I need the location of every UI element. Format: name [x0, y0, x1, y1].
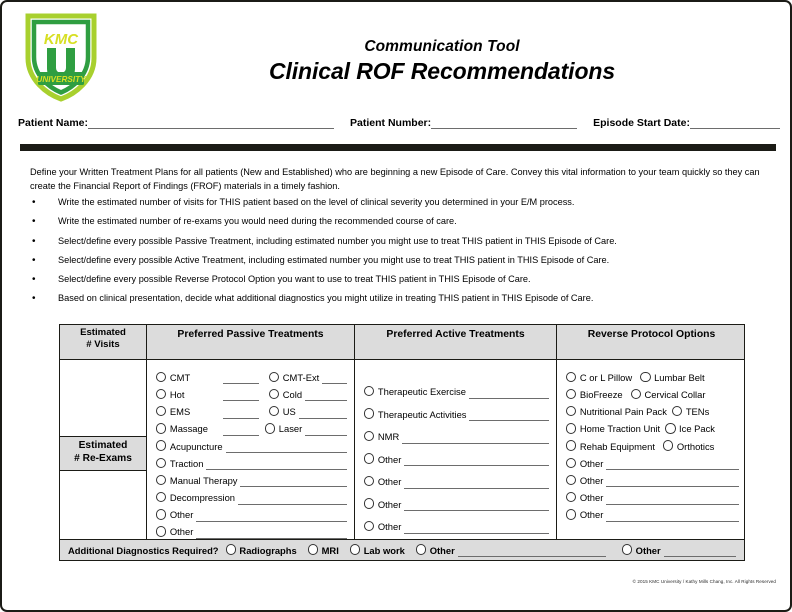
patient-name-input[interactable]	[88, 115, 334, 129]
option-row	[364, 511, 549, 534]
option-row	[156, 487, 347, 504]
option-label: Other	[635, 544, 661, 556]
option-input[interactable]	[606, 493, 739, 505]
option-row	[156, 453, 347, 470]
option-row	[566, 436, 739, 453]
list-item	[32, 236, 772, 249]
estimated-visits-line2: # Visits	[86, 338, 120, 350]
option-label: Other	[377, 476, 402, 488]
option-input[interactable]	[404, 522, 549, 534]
estimated-counts-cell[interactable]	[60, 360, 146, 540]
option-label: Nutritional Pain Pack	[579, 406, 667, 418]
instruction-bullet-list	[32, 197, 772, 313]
diagnostics-other-input-2[interactable]	[664, 545, 736, 557]
option-label: Other	[377, 498, 402, 510]
option-label: Therapeutic Exercise	[377, 386, 466, 398]
option-input[interactable]	[196, 527, 347, 539]
option-row	[566, 505, 739, 522]
radio-icon[interactable]	[663, 440, 673, 450]
radio-icon[interactable]	[156, 372, 166, 382]
radio-icon[interactable]	[364, 408, 374, 418]
list-item	[32, 197, 772, 210]
bullet-icon: •	[32, 216, 36, 228]
radio-icon[interactable]	[364, 453, 374, 463]
list-item-text: Select/define every possible Reverse Protocol Option you want to use to treat THIS patient in THIS Episode of Care.	[58, 274, 531, 285]
option-input[interactable]	[469, 387, 549, 399]
list-item-text: Write the estimated number of re-exams you would need during the recommended course of care.	[58, 216, 457, 227]
list-item-text: Write the estimated number of visits for THIS patient based on the level of clinical severity you determined in your E/M process.	[58, 197, 575, 207]
radio-icon[interactable]	[156, 440, 166, 450]
episode-start-date-label: Episode Start Date:	[593, 116, 690, 129]
radio-icon[interactable]	[269, 372, 279, 382]
radio-icon[interactable]	[156, 389, 166, 399]
option-label: Other	[579, 492, 604, 504]
option-label: US	[282, 406, 296, 418]
radio-icon[interactable]	[156, 492, 166, 502]
option-row	[364, 376, 549, 399]
option-row	[156, 505, 347, 522]
option-row	[566, 367, 739, 384]
radio-icon[interactable]	[265, 423, 275, 433]
bullet-icon: •	[32, 197, 36, 208]
column-header-estimated-visits	[60, 325, 146, 359]
option-label: Laser	[278, 423, 303, 435]
option-input[interactable]	[223, 424, 259, 436]
option-row	[156, 419, 347, 436]
radio-icon[interactable]	[566, 475, 576, 485]
option-input[interactable]	[196, 510, 347, 522]
active-treatments-cell	[354, 360, 556, 540]
radio-icon[interactable]	[156, 526, 166, 536]
option-row	[364, 444, 549, 467]
column-header-active-treatments: Preferred Active Treatments	[354, 325, 556, 359]
option-label: Manual Therapy	[169, 474, 238, 486]
list-item	[32, 274, 772, 287]
option-label: Cold	[282, 388, 303, 400]
column-header-reverse-protocol: Reverse Protocol Options	[556, 325, 746, 359]
option-row	[364, 466, 549, 489]
radio-icon[interactable]	[566, 372, 576, 382]
estimated-reexams-label	[60, 436, 146, 471]
patient-info-row	[18, 113, 780, 129]
option-label: TENs	[685, 406, 710, 418]
list-item	[32, 216, 772, 229]
option-label: Other	[579, 509, 604, 521]
svg-text:UNIVERSITY: UNIVERSITY	[36, 75, 86, 84]
option-row	[156, 367, 347, 384]
option-row	[566, 470, 739, 487]
radio-icon[interactable]	[364, 431, 374, 441]
radio-icon[interactable]	[665, 423, 675, 433]
option-input[interactable]	[404, 454, 549, 466]
option-input[interactable]	[606, 475, 739, 487]
estimated-reexams-line1: Estimated	[78, 440, 128, 451]
option-row	[156, 436, 347, 453]
radio-icon[interactable]	[226, 544, 236, 554]
estimated-visits-line1: Estimated	[80, 327, 126, 338]
radio-icon[interactable]	[640, 372, 650, 382]
radio-icon[interactable]	[566, 458, 576, 468]
option-label: CMT	[169, 371, 191, 383]
radio-icon[interactable]	[156, 406, 166, 416]
radio-icon[interactable]	[308, 544, 318, 554]
reverse-protocol-cell	[556, 360, 746, 540]
option-label: Cervical Collar	[644, 388, 706, 400]
episode-start-date-input[interactable]	[690, 115, 780, 129]
estimated-reexams-line2: # Re-Exams	[74, 452, 132, 464]
radio-icon[interactable]	[672, 406, 682, 416]
option-input[interactable]	[299, 407, 347, 419]
radio-icon[interactable]	[622, 544, 632, 554]
option-label: Acupuncture	[169, 440, 223, 452]
option-input[interactable]	[226, 441, 347, 453]
option-label: Rehab Equipment	[579, 440, 655, 452]
bullet-icon: •	[32, 293, 36, 305]
svg-text:KMC: KMC	[43, 31, 79, 48]
option-label: Other	[579, 474, 604, 486]
option-input[interactable]	[206, 458, 347, 470]
option-label: Other	[377, 453, 402, 465]
option-row	[364, 421, 549, 444]
option-label: Hot	[169, 388, 185, 400]
option-input[interactable]	[606, 458, 739, 470]
option-input[interactable]	[223, 389, 259, 401]
option-row	[566, 487, 739, 504]
list-item-text: Based on clinical presentation, decide what additional diagnostics you might utilize in treating THIS patient in THIS Episode of Care.	[58, 293, 594, 304]
radio-icon[interactable]	[566, 509, 576, 519]
option-input[interactable]	[404, 477, 549, 489]
option-label: Other	[169, 526, 194, 538]
option-label: Home Traction Unit	[579, 423, 661, 435]
option-input[interactable]	[404, 499, 549, 511]
option-label: Other	[377, 521, 402, 533]
option-label: Massage	[169, 423, 208, 435]
patient-name-label: Patient Name:	[18, 116, 89, 129]
table-body-row	[60, 360, 744, 540]
radio-icon[interactable]	[364, 476, 374, 486]
radio-icon[interactable]	[269, 406, 279, 416]
option-label: C or L Pillow	[579, 371, 633, 383]
radio-icon[interactable]	[156, 475, 166, 485]
option-label: Other	[579, 457, 604, 469]
copyright-notice: © 2015 KMC University / Kathy Mills Chang, Inc. All Rights Reserved	[632, 579, 776, 584]
option-input[interactable]	[469, 409, 549, 421]
radio-icon[interactable]	[364, 386, 374, 396]
option-input[interactable]	[402, 432, 549, 444]
list-item	[32, 255, 772, 268]
option-input[interactable]	[322, 372, 347, 384]
option-row	[566, 401, 739, 418]
option-row	[156, 522, 347, 539]
option-label: Lab work	[363, 544, 405, 556]
list-item-text: Select/define every possible Active Treatment, including estimated number you might use to treat THIS patient in THIS Episode of Care.	[58, 254, 610, 265]
radio-icon[interactable]	[350, 544, 360, 554]
option-label: Lumbar Belt	[654, 371, 705, 383]
list-item-text: Select/define every possible Passive Treatment, including estimated number you might use to treat THIS patient in THIS Episode of Care.	[58, 235, 617, 246]
option-label: CMT-Ext	[282, 371, 320, 383]
radio-icon[interactable]	[566, 423, 576, 433]
option-input[interactable]	[305, 424, 347, 436]
option-row	[566, 384, 739, 401]
diagnostics-other-input-1[interactable]	[458, 545, 606, 557]
kmc-university-logo	[22, 10, 100, 102]
patient-number-label: Patient Number:	[350, 116, 432, 129]
option-label: EMS	[169, 406, 191, 418]
option-label: MRI	[321, 544, 339, 556]
option-label: Therapeutic Activities	[377, 408, 467, 420]
radio-icon[interactable]	[156, 458, 166, 468]
option-row	[364, 399, 549, 422]
radio-icon[interactable]	[156, 423, 166, 433]
title-eyebrow: Communication Tool	[364, 38, 520, 55]
option-label: Traction	[169, 457, 204, 469]
option-input[interactable]	[305, 389, 347, 401]
option-row	[156, 470, 347, 487]
option-row	[566, 453, 739, 470]
option-label: Radiographs	[239, 544, 297, 556]
page-title: Clinical ROF Recommendations	[268, 57, 616, 84]
radio-icon[interactable]	[566, 389, 576, 399]
radio-icon[interactable]	[364, 521, 374, 531]
diagnostics-prompt: Additional Diagnostics Required?	[68, 544, 219, 556]
bullet-icon: •	[32, 254, 36, 266]
radio-icon[interactable]	[566, 406, 576, 416]
patient-number-input[interactable]	[431, 115, 577, 129]
radio-icon[interactable]	[566, 492, 576, 502]
option-label: NMR	[377, 431, 400, 443]
radio-icon[interactable]	[156, 509, 166, 519]
page-title-block	[112, 38, 772, 86]
list-item	[32, 293, 772, 306]
passive-treatments-cell	[146, 360, 354, 540]
additional-diagnostics-bar	[59, 539, 745, 561]
option-label: Other	[429, 544, 455, 556]
option-row	[156, 401, 347, 418]
option-row	[156, 384, 347, 401]
treatment-plan-table	[59, 324, 745, 541]
option-label: BioFreeze	[579, 388, 623, 400]
radio-icon[interactable]	[416, 544, 426, 554]
option-label: Orthotics	[676, 440, 715, 452]
header-divider-bar	[20, 144, 776, 151]
bullet-icon: •	[32, 235, 36, 247]
radio-icon[interactable]	[364, 498, 374, 508]
option-input[interactable]	[223, 407, 259, 419]
table-header-row	[60, 325, 744, 360]
intro-paragraph: Define your Written Treatment Plans for all patients (New and Established) who are beginning a new Episode of Care. Convey this vital information to your team quickly so they can create the Financial Report of Findings (FROF) materials in a timely fashion.	[30, 167, 760, 192]
radio-icon[interactable]	[269, 389, 279, 399]
bullet-icon: •	[32, 274, 36, 286]
option-input[interactable]	[606, 510, 739, 522]
option-input[interactable]	[240, 475, 347, 487]
option-row	[364, 489, 549, 512]
option-input[interactable]	[238, 493, 347, 505]
option-input[interactable]	[223, 372, 259, 384]
column-header-passive-treatments: Preferred Passive Treatments	[146, 325, 354, 359]
radio-icon[interactable]	[631, 389, 641, 399]
option-label: Other	[169, 509, 194, 521]
option-label: Ice Pack	[679, 423, 715, 435]
option-row	[566, 419, 739, 436]
radio-icon[interactable]	[566, 440, 576, 450]
option-label: Decompression	[169, 492, 236, 504]
